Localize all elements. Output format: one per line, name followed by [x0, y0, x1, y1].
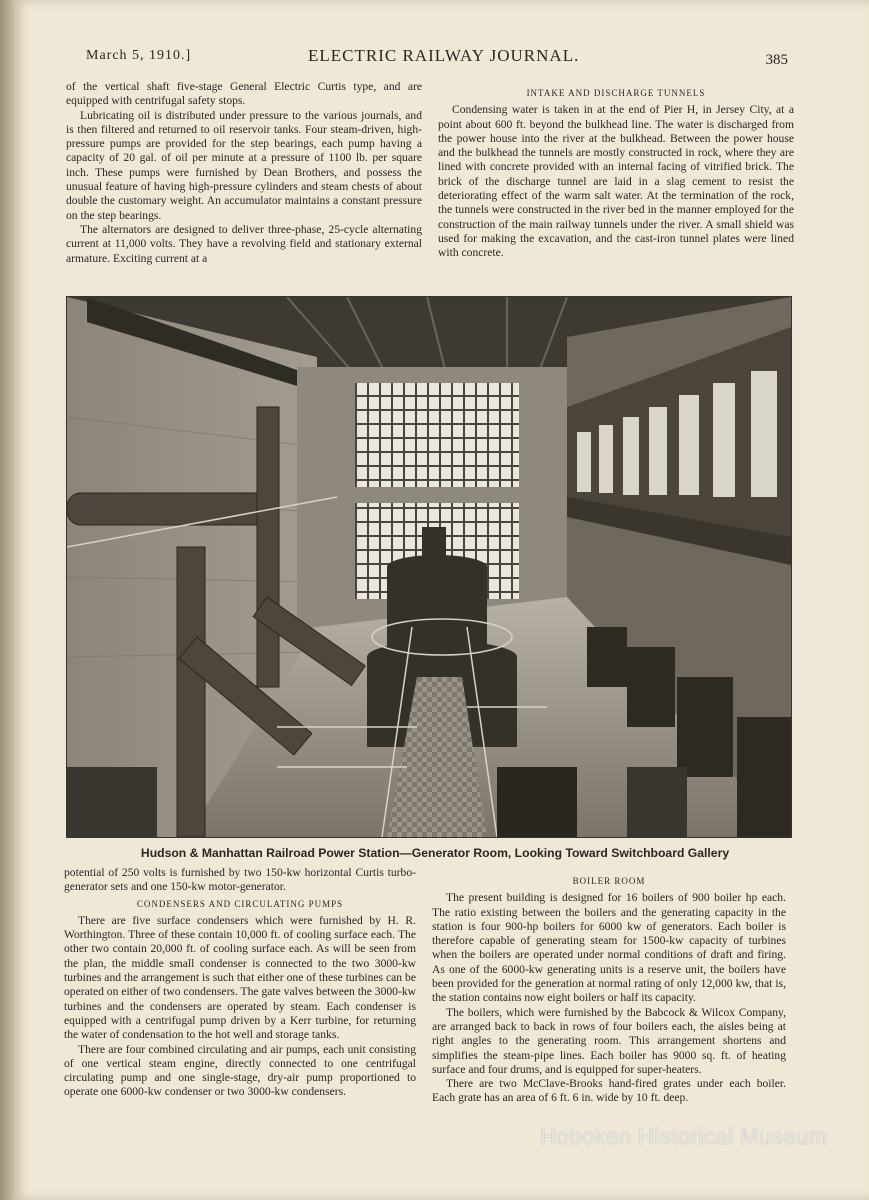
paragraph: There are two McClave-Brooks hand-fired grates under each boiler. Each grate has an area of 6 ft. 6 in. wide by 10 ft. deep. [432, 1077, 786, 1105]
generator-room-illustration [67, 297, 791, 837]
top-right-column [438, 84, 794, 261]
paragraph: Lubricating oil is distributed under pressure to the various journals, and is then filtered and returned to oil reservoir tanks. Four steam-driven, high-pressure pumps are provided for the step bearings, each pump having a capacity of 20 gal. of oil per minute at a pressure of 1100 lb. per square inch. These pumps were furnished by Dean Brothers, and possess the unusual feature of having high-pressure cylinders and steam chests of about double the customary weight. An accumulator maintains a constant pressure on the step bearings. [66, 108, 422, 222]
bottom-right-column [432, 872, 786, 1106]
paragraph: The boilers, which were furnished by the Babcock & Wilcox Company, are arranged back to back in rows of four boilers each, the aisles being at right angles to the generating room. This arrangement shortens and simplifies the steam-pipe lines. Each boiler has 9000 sq. ft. of heating surface and four drums, and is equipped for super-heaters. [432, 1005, 786, 1076]
paragraph: of the vertical shaft five-stage General Electric Curtis type, and are equipped with centrifugal safety stops. [66, 80, 422, 108]
paragraph: There are five surface condensers which were furnished by H. R. Worthington. Three of these contain 10,000 ft. of cooling surface each. The other two contain 20,000 ft. of cooling surface each. As will be seen from the plan, the middle small condenser is connected to the two 3000-kw turbines and the arrangement is such that either one of these turbines can be operated on either of two condensers. The gate valves between the 3000-kw turbines and the condensers are operated by steam. Each condenser is equipped with a centrifugal pump driven by a Kerr turbine, for returning the water of condensation to the hot well and storage tanks. [64, 913, 416, 1042]
page-number: 385 [765, 52, 788, 68]
paragraph: The alternators are designed to deliver three-phase, 25-cycle alternating current at 11,000 volts. They have a revolving field and stationary external armature. Exciting current at a [66, 222, 422, 265]
figure-caption: Hudson & Manhattan Railroad Power Station—Generator Room, Looking Toward Switchboard Gallery [140, 846, 730, 860]
journal-title: ELECTRIC RAILWAY JOURNAL. [308, 46, 580, 65]
paragraph: There are four combined circulating and air pumps, each unit consisting of one vertical steam engine, directly connected to one centrifugal circulating pump and one single-stage, dry-air pump proportioned to operate one 6000-kw condenser or two 3000-kw condensers. [64, 1042, 416, 1099]
museum-watermark: Hoboken Historical Museum [540, 1124, 828, 1149]
section-heading: INTAKE AND DISCHARGE TUNNELS [526, 88, 706, 98]
binding-gutter [0, 0, 14, 1200]
section-heading: CONDENSERS AND CIRCULATING PUMPS [136, 898, 344, 909]
page-header [86, 44, 786, 70]
section-heading: BOILER ROOM [572, 876, 646, 886]
bottom-left-column [64, 866, 416, 1100]
issue-date: March 5, 1910.] [86, 48, 192, 63]
generator-room-photo [66, 296, 792, 838]
paragraph: potential of 250 volts is furnished by two 150-kw horizontal Curtis turbo-generator sets and one 150-kw motor-generator. [64, 866, 416, 894]
paragraph: The present building is designed for 16 boilers of 900 boiler hp each. The ratio existing between the boilers and the generating capacity in the station is four 900-hp boilers for 6000 kw of generators. Each boiler is therefore capable of generating steam for 1500-kw capacity of turbines when the boilers are operated under normal conditions of draft and firing. As one of the 6000-kw generating units is a reserve unit, the boilers have been provided for the generation at normal rating of only 12,000 kw, that is, the station contains now eight boilers or half its capacity. [432, 891, 786, 1005]
paragraph: Condensing water is taken in at the end of Pier H, in Jersey City, at a point about 600 ft. beyond the bulkhead line. The water is discharged from the power house into the river at the bulkhead. Between the power house and the bulkhead the tunnels are mostly constructed in rock, where they are lined with concrete provided with an internal facing of vitrified brick. The brick of the discharge tunnel are laid in a slag cement to resist the deteriorating effect of the warm salt water. At the termination of the rock, the tunnels were constructed in the river bed in the manner employed for the construction of the main railway tunnels under the river. A small shield was used for making the excavation, and the cast-iron tunnel plates were lined with concrete. [438, 103, 794, 260]
top-left-column [66, 80, 422, 266]
